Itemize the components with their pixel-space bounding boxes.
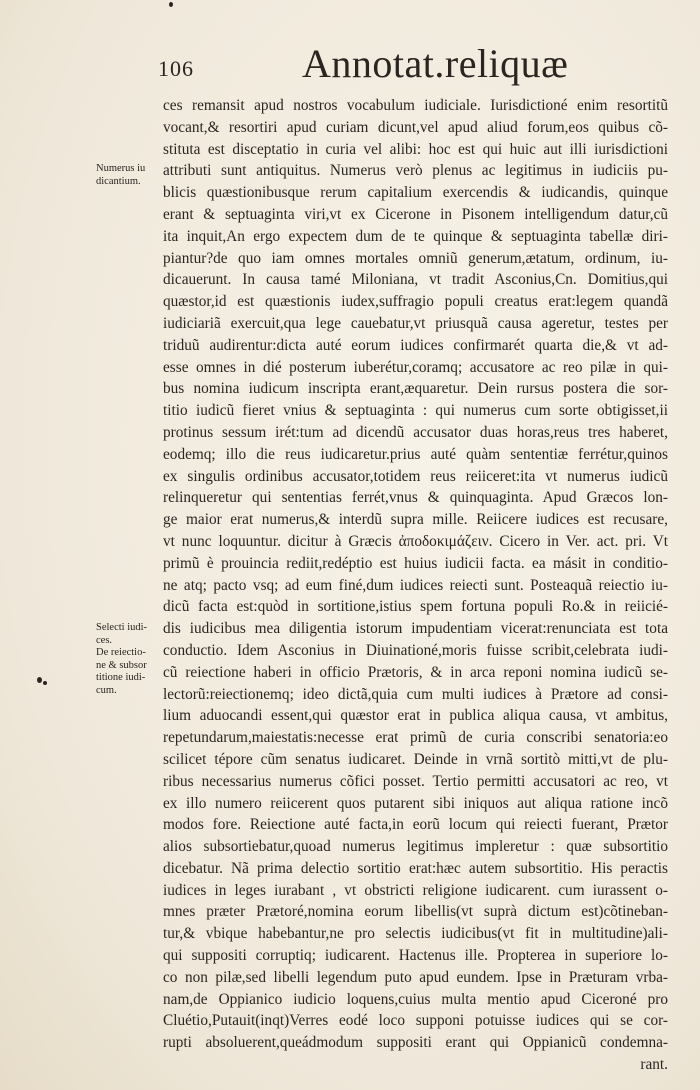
text-line: esse omnes in dié posterum iuberétur,coramq; accusatore ac reo pilæ in qui- [163, 358, 668, 376]
text-line: protinus sessum irét:tum ad dicendũ accusator duas horas,reus tres haberet, [163, 423, 668, 441]
text-line: ex illo numero reiicerent quos putarent sibi iniquos aut aliqua ratione incõ [163, 794, 668, 812]
page-number: 106 [158, 56, 194, 81]
text-line: lium aduocandi essent,qui quæstor erat in publica aliqua causa, vt ambitus, [163, 707, 668, 725]
text-line: ribus necessarius numerus cõfici posset. Tertio permitti accusatori ac reo, vt [163, 772, 668, 790]
margin-note-selecti [96, 622, 162, 697]
margin-note-numerus [96, 163, 162, 188]
text-line: lectorũ:reiectionemq; ideo dictã,quia cum multi iudices à Prætore ad consi- [163, 685, 668, 703]
margin-note-line: titione iudi- [96, 672, 146, 683]
margin-note-line: ne & subsor [96, 659, 147, 671]
text-line: quæstor,id est quæstionis iudex,suffragio populi creatus erat:legem quandã [163, 293, 668, 311]
text-line: primũ è prouincia rediit,redéptio est huius iudicii facta. ea másit in conditio- [163, 554, 668, 572]
text-line: vt nunc loquuntur. dicitur à Græcis ἀποδοκιμάζειν. Cicero in Ver. act. pri. Vt [163, 532, 668, 550]
text-line: vocant,& resortiri apud curiam dicunt,vel apud aliud forum,eos quibus cõ- [163, 118, 668, 136]
text-line: ita inquit,An ergo expectem dum de te quinque & septuaginta tabellæ diri- [163, 227, 668, 245]
text-line: mnes præter Prætoré,nomina eorum libellis(vt suprà dictum est)cõtineban- [163, 903, 668, 921]
text-line: dicebatur. Nã prima delectio sortitio erat:hæc autem subsortitio. His peractis [163, 859, 668, 877]
text-line: modos fore. Reiectione auté facta,in eorũ locum qui reiecti fuerant, Prætor [163, 816, 668, 834]
text-line: ge maior erat numerus,& interdũ supra mille. Reiicere iudices est recusare, [163, 511, 668, 529]
text-line: scilicet tépore cũm senatus iudicaret. Deinde in vrnã sortitò mitti,vt de plu- [163, 750, 668, 768]
text-line: eodemq; illo die reus iudicaretur.prius auté quàm sententiæ ferrétur,quinos [163, 445, 668, 463]
margin-note-line: De reiectio- [96, 647, 146, 658]
text-line: ex singulis ordinibus accusator,totidem reus reiiceret:ita vt numerus iudicũ [163, 467, 668, 485]
margin-note-line: ces. [96, 634, 113, 646]
text-line: erant & septuaginta viri,vt ex Cicerone in Pisonem intelligendum datur,cũ [163, 205, 668, 223]
running-head: Annotat.reliquæ [302, 41, 569, 86]
text-line: alios subsortiebatur,quoad numerus legitimus impleretur : quæ subsortitio [163, 838, 668, 856]
text-line: Cluétio,Putauit(inqt)Verres eodé loco supponi potuisse iudices qui se cor- [163, 1012, 668, 1030]
text-line: relinqueretur qui sententias ferrét,vnus & quinquaginta. Apud Græcos lon- [163, 489, 668, 507]
text-line: dis iudicibus mea diligentia istorum impudentiam vicerat:renunciata est tota [163, 620, 668, 638]
text-line: iudiciariã exercuit,qua lege cauebatur,vt priusquã causa ageretur, testes per [163, 314, 668, 332]
text-line: iudices in leges iurabant , vt obstricti religione iudicarent. cum iurassent o- [163, 881, 668, 899]
text-line: triduũ audirentur:dicta auté eorum iudices confirmarét quarta die,& vt ad- [163, 336, 668, 354]
margin-note-line: dicantium. [96, 175, 141, 187]
text-line: blicis quæstionibusque rerum capitalium exercendis & iudicandis, quinque [163, 184, 668, 202]
text-line: dicũ facta est:quòd in sortitione,istius spem fortuna populi Ro.& in reiicié- [163, 598, 668, 616]
text-line: rupti absoluerent,queádmodum suppositi erant qui Oppianicũ condemna- [163, 1034, 668, 1052]
margin-note-line: cum. [96, 684, 117, 696]
text-line: ne atq; pacto vsq; ad eum finé,dum iudices reiecti sunt. Posteaquã reiectio iu- [163, 576, 668, 594]
text-line: titio iudicũ fieret vnius & septuaginta : qui numerus cum sorte obtigisset,ii [163, 402, 668, 420]
ink-speck [169, 2, 173, 7]
text-line: tur,& vbique habebantur,ne pro selectis iudicibus(vt fit in multitudine)ali- [163, 925, 668, 943]
text-line: piantur?de quo iam omnes mortales omniũ generum,ætatum, ordinum, iu- [163, 249, 668, 267]
text-line: rant. [640, 1056, 668, 1074]
text-line: ces remansit apud nostros vocabulum iudiciale. Iurisdictioné enim resortitũ [163, 97, 668, 114]
text-line: bus nomina iudicum inscripta erant,æquaretur. Dein rursus postera die sor- [163, 380, 668, 398]
text-line: dicauerunt. In causa tamé Miloniana, vt tradit Asconius,Cn. Domitius,qui [163, 271, 668, 289]
text-line: nam,de Oppianico iudicio loquens,cuius multa mentio apud Ciceroné pro [163, 990, 668, 1008]
ink-speck [43, 681, 47, 685]
text-line: repetundarum,maiestatis:necesse erat primũ de curia conscribi senatoria:eo [163, 729, 668, 747]
margin-note-line: Numerus iu [96, 163, 146, 174]
text-line: attributi sunt antiquitus. Numerus verò plenus ac legitimus in iudiciis pu- [163, 162, 668, 180]
text-line: cũ reiectione haberi in officio Prætoris, & in arca reponi nomina iudicũ se- [163, 663, 668, 681]
text-line: co non pilæ,sed libelli legendum puto apud eundem. Ipse in Præturam vrba- [163, 968, 668, 986]
margin-note-line: Selecti iudi- [96, 622, 148, 633]
body-text [163, 95, 668, 1076]
text-line: qui suppositi corruptiq; iudicarent. Hactenus ille. Propterea in superiore lo- [163, 947, 668, 965]
ink-speck [37, 677, 42, 683]
text-line: stituta est disceptatio in curia vel alibi: hoc est qui huic aut illi iurisdictioni [163, 140, 668, 158]
text-line: conductio. Idem Asconius in Diuinationé,moris fuisse scribit,celebrata iudi- [163, 641, 668, 659]
